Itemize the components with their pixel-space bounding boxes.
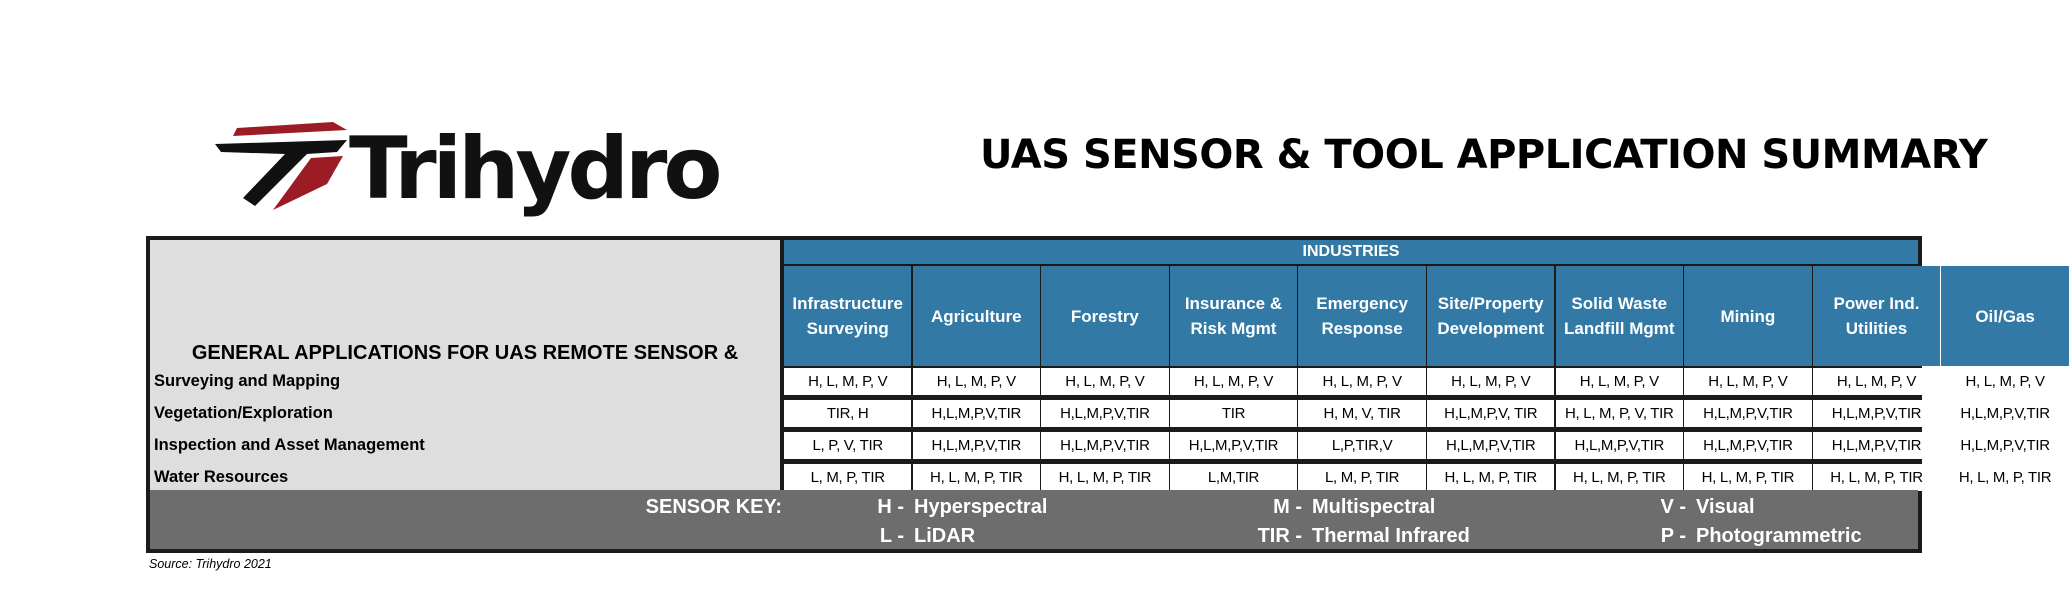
industry-header <box>1813 266 1940 366</box>
sensor-cell: H, L, M, P, V <box>1427 368 1554 395</box>
key-code-p: P - <box>1660 525 1686 547</box>
sensor-cell: H, L, M, P, V <box>1041 368 1168 395</box>
sensor-cell: H, L, M, P, V <box>1684 368 1811 395</box>
key-code-m: M - <box>1273 496 1302 518</box>
industry-header-line1: Oil/Gas <box>1975 306 2035 326</box>
industry-header-line2: Utilities <box>1845 319 1908 338</box>
sensor-cell: H, L, M, P, TIR <box>1041 464 1168 491</box>
sensor-cell: H, L, M, P, TIR <box>1427 464 1554 491</box>
key-name-hyperspectral: Hyperspectral <box>914 496 1048 518</box>
sensor-cell: H, L, M, P, V <box>913 368 1040 395</box>
trihydro-logo-mark <box>215 119 719 230</box>
sensor-cell: H, L, M, P, V <box>1170 368 1297 395</box>
sensor-cell: L,M,TIR <box>1170 464 1297 491</box>
logo-red-top-stripe <box>233 122 347 136</box>
industry-header-line2: Risk Mgmt <box>1190 319 1277 338</box>
trihydro-logo <box>215 119 719 230</box>
industry-header-line1: Infrastructure <box>792 294 903 313</box>
sensor-cell: H, L, M, P, V <box>1813 368 1940 395</box>
sensor-key-label: SENSOR KEY: <box>645 496 782 518</box>
key-name-visual: Visual <box>1696 496 1755 518</box>
application-row-label: Vegetation/Exploration <box>150 400 780 427</box>
sensor-cell: H,L,M,P,V,TIR <box>1556 432 1683 459</box>
sensor-cell: H,L,M,P,V,TIR <box>1813 400 1940 427</box>
industry-header-line2: Landfill Mgmt <box>1564 319 1675 338</box>
key-name-lidar: LiDAR <box>914 525 976 547</box>
sensor-cell: L, M, P, TIR <box>784 464 911 491</box>
sensor-cell: H,L,M,P,V,TIR <box>1684 400 1811 427</box>
industry-header <box>1941 266 2068 366</box>
sensor-cell: H,L,M,P,V,TIR <box>1041 400 1168 427</box>
key-code-l: L - <box>879 525 904 547</box>
page-title: UAS SENSOR & TOOL APPLICATION SUMMARY <box>980 132 1988 178</box>
key-name-photogrammetric: Photogrammetric <box>1696 525 1862 547</box>
sensor-cell: H, L, M, P, TIR <box>913 464 1040 491</box>
sensor-cell: L,P,TIR,V <box>1298 432 1425 459</box>
industry-header-line2: Response <box>1321 319 1403 338</box>
application-row-label: Inspection and Asset Management <box>150 432 780 459</box>
key-name-multispectral: Multispectral <box>1312 496 1436 518</box>
industry-header <box>1556 266 1683 366</box>
industry-header-line2: Surveying <box>806 319 889 338</box>
sensor-cell: H,L,M,P,V,TIR <box>1041 432 1168 459</box>
industry-header-line1: Power Ind. <box>1833 294 1920 313</box>
application-row-label: Water Resources <box>150 464 780 491</box>
corner-header-text: GENERAL APPLICATIONS FOR UAS REMOTE SENSOR & <box>191 342 739 364</box>
sensor-cell: H, L, M, P, V <box>784 368 911 395</box>
sensor-cell: H, L, M, P, TIR <box>1556 464 1683 491</box>
sensor-cell: H,L,M,P,V,TIR <box>1684 432 1811 459</box>
industry-header-line1: Mining <box>1720 306 1776 326</box>
sensor-cell: H, L, M, P, TIR <box>1941 464 2068 491</box>
sensor-cell: TIR <box>1170 400 1297 427</box>
key-code-h: H - <box>877 496 904 518</box>
sensor-cell: H,L,M,P,V,TIR <box>1170 432 1297 459</box>
sensor-cell: H,L,M,P,V,TIR <box>1427 432 1554 459</box>
industry-header <box>784 266 911 366</box>
sensor-cell: H,L,M,P,V,TIR <box>1941 432 2068 459</box>
sensor-cell: H, L, M, P, TIR <box>1813 464 1940 491</box>
sensor-cell: H, L, M, P, V <box>1941 368 2068 395</box>
industry-header-line1: Insurance & <box>1184 294 1283 313</box>
source-note: Source: Trihydro 2021 <box>149 557 272 571</box>
industry-header <box>1684 266 1811 366</box>
key-code-tir: TIR - <box>1257 525 1302 547</box>
sensor-cell: H,L,M,P,V,TIR <box>1813 432 1940 459</box>
industry-header-line1: Site/Property <box>1437 294 1544 313</box>
industry-header-line1: Emergency <box>1316 294 1408 313</box>
logo-wordmark: Trihydro <box>349 119 719 219</box>
key-code-v: V - <box>1660 496 1686 518</box>
industry-header-line1: Agriculture <box>930 306 1022 326</box>
sensor-cell: H,L,M,P,V,TIR <box>1941 400 2068 427</box>
industry-header-line1: Solid Waste <box>1571 294 1668 313</box>
industry-header-line2: Development <box>1437 319 1545 338</box>
industry-header-line1: Forestry <box>1070 306 1139 326</box>
sensor-cell: H, L, M, P, TIR <box>1684 464 1811 491</box>
sensor-cell: H, L, M, P, V <box>1298 368 1425 395</box>
sensor-cell: H, L, M, P, V, TIR <box>1556 400 1683 427</box>
application-summary-table <box>146 236 2052 553</box>
key-name-thermal-infrared: Thermal Infrared <box>1312 525 1470 547</box>
sensor-cell: L, P, V, TIR <box>784 432 911 459</box>
sensor-cell: H,L,M,P,V,TIR <box>913 400 1040 427</box>
sensor-cell: L, M, P, TIR <box>1298 464 1425 491</box>
sensor-cell: H, M, V, TIR <box>1298 400 1425 427</box>
industries-header: INDUSTRIES <box>784 240 1918 264</box>
industry-header <box>1298 266 1425 366</box>
sensor-cell: TIR, H <box>784 400 911 427</box>
industry-header <box>913 266 1040 366</box>
industry-header <box>1427 266 1554 366</box>
sensor-cell: H,L,M,P,V, TIR <box>1427 400 1554 427</box>
sensor-cell: H, L, M, P, V <box>1556 368 1683 395</box>
sensor-key <box>150 490 1918 549</box>
application-row-label: Surveying and Mapping <box>150 368 780 395</box>
industry-header <box>1170 266 1297 366</box>
industry-header <box>1041 266 1168 366</box>
sensor-cell: H,L,M,P,V,TIR <box>913 432 1040 459</box>
